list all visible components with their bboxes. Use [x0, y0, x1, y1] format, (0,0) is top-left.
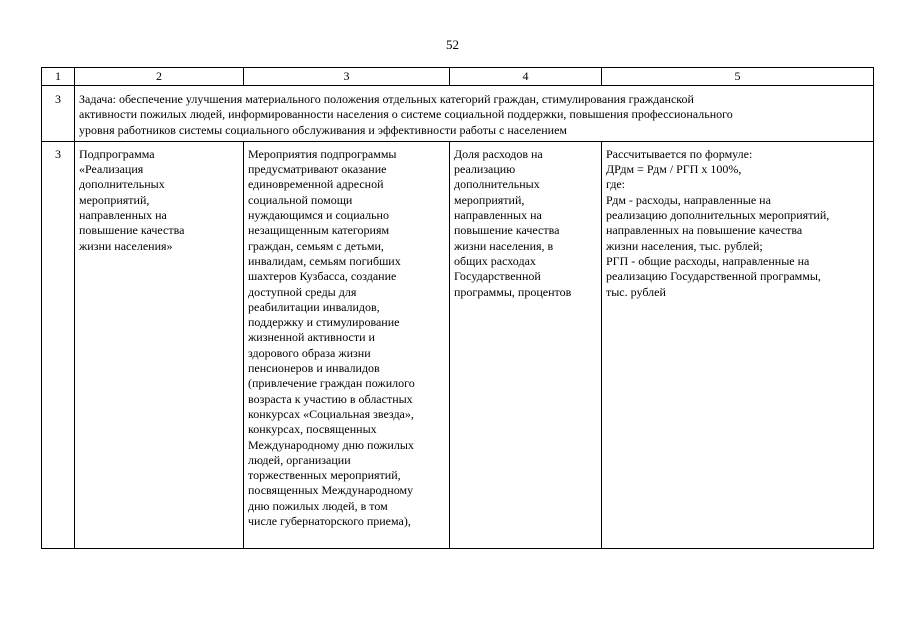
page-number: 52	[446, 37, 459, 52]
task-row-number: 3	[42, 86, 75, 142]
indicator-name: Доля расходов на реализацию дополнительных мероприятий, направленных на повышение качества жизни населения, в общих расходах Государственной программы, процентов	[450, 141, 602, 548]
header-col-1: 1	[42, 68, 75, 86]
task-description: Задача: обеспечение улучшения материального положения отдельных категорий граждан, стимулирования гражданской активности пожилых людей, информированности населения о системе социальной поддержки, повышения профессионального уровня работников системы социального обслуживания и эффективности работы с населением	[75, 86, 874, 142]
header-col-5: 5	[602, 68, 874, 86]
header-col-2: 2	[75, 68, 244, 86]
calculation-formula: Рассчитывается по формуле: ДРдм = Рдм / РГП х 100%, где: Рдм - расходы, направленные на реализацию дополнительных мероприятий, направленных на повышение качества жизни населения, тыс. рублей; РГП - общие расходы, направленные на реализацию Государственной программы, тыс. рублей	[602, 141, 874, 548]
header-col-3: 3	[244, 68, 450, 86]
subprogram-name: Подпрограмма «Реализация дополнительных мероприятий, направленных на повышение качества жизни населения»	[75, 141, 244, 548]
subprogram-activities: Мероприятия подпрограммы предусматривают оказание единовременной адресной социальной помощи нуждающимся и социально незащищенным категориям граждан, семьям с детьми, инвалидам, семьям погибших шахтеров Кузбасса, создание доступной среды для реабилитации инвалидов, поддержку и стимулирование жизненной активности и здорового образа жизни пенсионеров и инвалидов (привлечение граждан пожилого возраста к участию в областных конкурсах «Социальная звезда», конкурсах, посвященных Международному дню пожилых людей, организации торжественных мероприятий, посвященных Международному дню пожилых людей, в том числе губернаторского приема),	[244, 141, 450, 548]
subprogram-row	[42, 141, 874, 548]
header-col-4: 4	[450, 68, 602, 86]
task-row	[42, 86, 874, 142]
indicators-table	[41, 67, 874, 549]
table-header-row	[42, 68, 874, 86]
subprogram-row-number: 3	[42, 141, 75, 548]
